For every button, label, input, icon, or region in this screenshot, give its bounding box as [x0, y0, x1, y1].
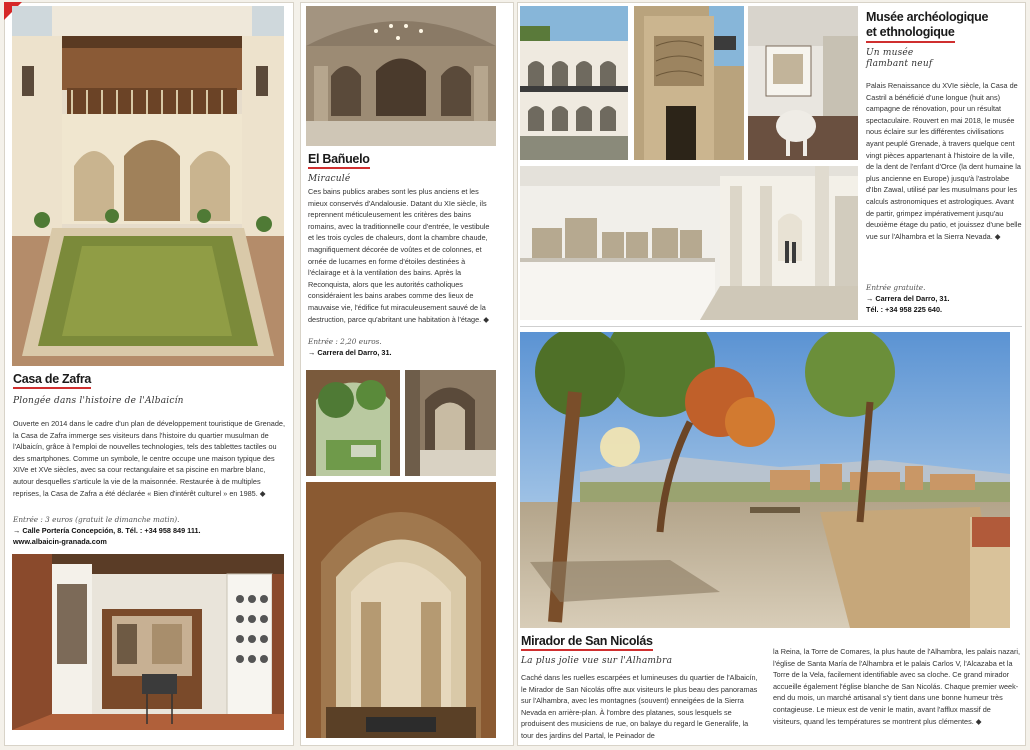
- mirador-view-photo: [520, 332, 1010, 628]
- casa-zafra-info: [13, 514, 285, 547]
- casa-zafra-interior-photo: [12, 554, 284, 730]
- el-banuelo-address: → Carrera del Darro, 31.: [308, 348, 392, 357]
- casa-zafra-body: Ouverte en 2014 dans le cadre d'un plan de développement touristique de Grenade, la Casa de Zafra immerge ses visiteurs dans l'histoire du quartier musulman de l'Albaicín, grâce à l'emploi de nouvelles technologies, tels des tablettes tactiles ou des smartphones. Comme un symbole, le centre occupe une maison typique des XIVe et XVe siècles, avec sa cour rectangulaire et sa piscine en marbre blanc, autour desquelles s'articule la vie de la maisonnée. Restaurée à de multiples reprises, la Casa de Zafra a été déclarée « Bien d'intérêt culturel » en 1985. ◆: [13, 419, 285, 498]
- musee-subtitle-line2: flambant neuf: [866, 59, 933, 69]
- el-banuelo-arch-photo: [306, 482, 496, 738]
- casa-zafra-subtitle: Plongée dans l'histoire de l'Albaicín: [13, 396, 184, 406]
- el-banuelo-subtitle: Miraculé: [308, 174, 351, 184]
- musee-body: Palais Renaissance du XVIe siècle, la Casa de Castril a bénéficié d'une longue (huit ans) campagne de rénovation, pour un résultat spectaculaire. Rouvert en mai 2018, le musée nous éclaire sur les différentes civilisations ayant peuplé Grenade, à travers quelque cent vingt pièces appartenant à l'histoire de la ville, de la dent de l'enfant d'Orce (la dent humaine la plus ancienne en Europe) jusqu'à l'astrolabe d'Ibn Zawal, utilisé par les musulmans pour les calculs astronomiques et astrologiques. Avant de partir, grimpez impérativement jusqu'au deuxième étage du patio, et jouissez d'une belle vue sur l'Alhambra et la Sierra Nevada. ◆: [866, 81, 1022, 241]
- casa-zafra-address: → Calle Portería Concepción, 8. Tél. : +34 958 849 111.: [13, 526, 201, 535]
- photo-credit: © Nik Waller Productions: [1014, 570, 1020, 626]
- musee-subtitle: [866, 48, 932, 70]
- musee-title: [866, 10, 988, 43]
- mirador-body-col1: Caché dans les ruelles escarpées et lumineuses du quartier de l'Albaicín, le Mirador de San Nicolás offre aux visiteurs le plus beau des panoramas sur l'Alhambra, avec les montagnes (souvent) enneigées de la Sierra Nevada en arrière-plan. À l'ombre des platanes, sous lesquels se produisent des musiciens de rue, on balaye du regard le Generalife, la tour des jardins del Partal, le Peinador de: [521, 673, 758, 740]
- musee-phone: Tél. : +34 958 225 640.: [866, 305, 943, 314]
- musee-title-line2: et ethnologique: [866, 25, 955, 43]
- mirador-title: Mirador de San Nicolás: [521, 634, 653, 651]
- el-banuelo-arches-photo: [306, 6, 496, 146]
- musee-exhibit-photo: [748, 6, 858, 160]
- el-banuelo-ruins-photo: [405, 370, 496, 476]
- section-divider: [520, 326, 1022, 327]
- musee-entree: Entrée gratuite.: [866, 283, 926, 292]
- musee-patio-photo: [520, 6, 628, 160]
- el-banuelo-body: Ces bains publics arabes sont les plus anciens et les mieux conservés d'Andalousie. Datant du XIe siècle, ils reprennent méticuleusement les critères des bains romains, avec la traditionnelle cour d'entrée, le vestibule et les trois cycles de chaleurs, dont la chambre chaude, magnifiquement décorée de voûtes et de colonnes, et ornée de lucarnes en forme d'étoiles destinées à l'éclairage et à la ventilation des bains. Après la Reconquista, alors que les autorités catholiques considéraient les bains arabes comme des lieux de mauvaise vie, l'édifice fut miraculeusement sauvé de la destruction, parce qu'abritant une habitation à l'étage. ◆: [308, 187, 490, 324]
- musee-gallery-photo: [520, 166, 858, 320]
- el-banuelo-info: [308, 336, 496, 358]
- musee-title-line1: Musée archéologique: [866, 10, 989, 24]
- casa-zafra-website[interactable]: www.albaicin-granada.com: [13, 537, 107, 546]
- mirador-body-col2: la Reina, la Torre de Comares, la plus haute de l'Alhambra, les palais nazari, l'église de Santa María de l'Alhambra et le palais Carlos V, l'Alcazaba et la Torre de la Vela, facilement identifiable avec sa cloche. Ce grand mirador accueille également l'église blanche de San Nicolás. Chaque premier week-end du mois, un marché artisanal s'y tient dans une bonne humeur très contagieuse. Le mieux est de venir le matin, avant l'afflux massif de visiteurs, quand les températures se montrent plus clémentes. ◆: [773, 647, 1021, 726]
- casa-zafra-title: Casa de Zafra: [13, 372, 91, 389]
- el-banuelo-title: El Bañuelo: [308, 152, 370, 169]
- musee-subtitle-line1: Un musée: [866, 48, 914, 58]
- musee-facade-photo: [634, 6, 744, 160]
- casa-zafra-courtyard-photo: [12, 6, 284, 366]
- musee-info: [866, 282, 1022, 315]
- casa-zafra-entree: Entrée : 3 euros (gratuit le dimanche matin).: [13, 515, 180, 524]
- mirador-subtitle: La plus jolie vue sur l'Alhambra: [521, 656, 673, 666]
- musee-address: → Carrera del Darro, 31.: [866, 294, 950, 303]
- el-banuelo-entree: Entrée : 2,20 euros.: [308, 337, 382, 346]
- el-banuelo-garden-photo: [306, 370, 400, 476]
